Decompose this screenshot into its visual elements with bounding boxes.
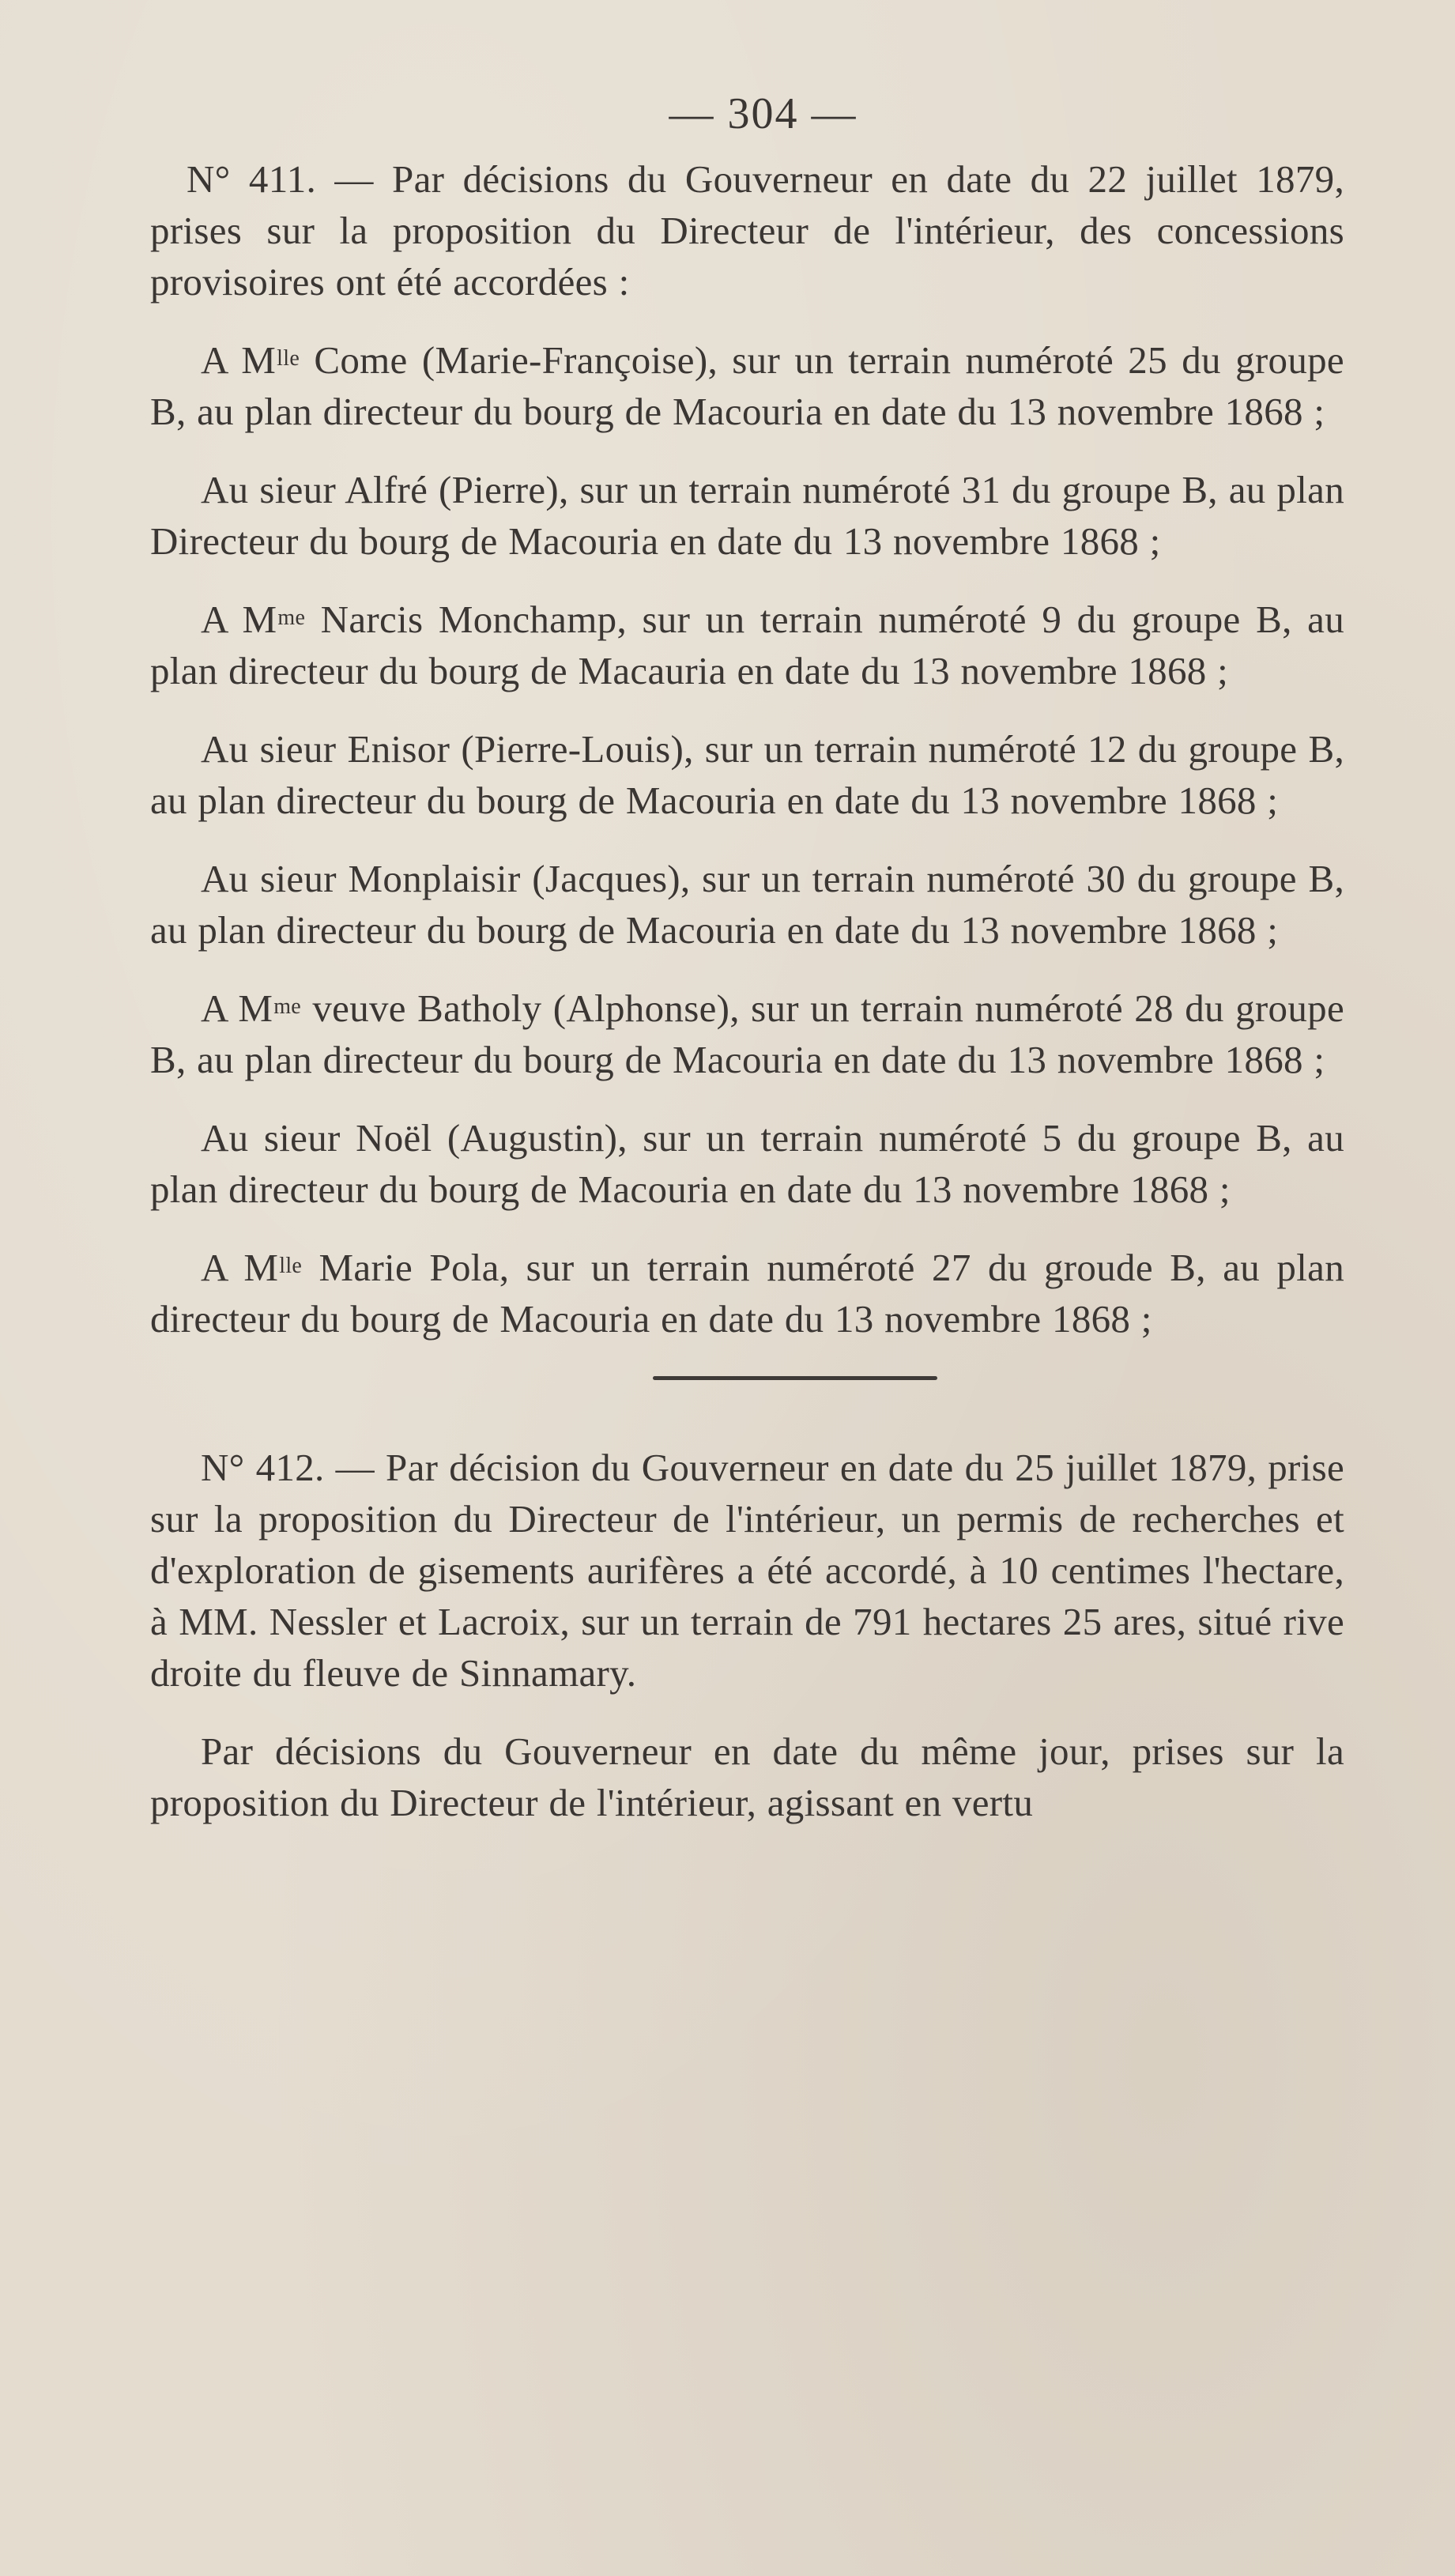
entry-text: Come (Marie-Françoise), sur un terrain numéroté 25 du groupe B, au plan directeur du bourg de Macouria en date du 13 novembre 1868 ; — [150, 338, 1344, 433]
entry-text: Narcis Monchamp, sur un terrain numéroté 9 du groupe B, au plan directeur du bourg de Macauria en date du 13 novembre 1868 ; — [150, 598, 1344, 692]
title-superscript: me — [273, 994, 302, 1019]
entry-prefix: A M — [201, 598, 277, 641]
concession-entry — [150, 723, 1344, 826]
title-superscript: lle — [279, 1254, 303, 1278]
concession-entry — [150, 334, 1344, 437]
page-number-header: — 304 — — [669, 89, 858, 138]
entry-text: Au sieur Monplaisir (Jacques), sur un terrain numéroté 30 du groupe B, au plan directeur du bourg de Macouria en date du 13 novembre 1868 ; — [150, 857, 1344, 952]
entry-prefix: A M — [201, 986, 273, 1030]
title-superscript: me — [277, 605, 306, 630]
entry-text: veuve Batholy (Alphonse), sur un terrain numéroté 28 du groupe B, au plan directeur du bourg de Macouria en date du 13 novembre 1868 ; — [150, 986, 1344, 1081]
concession-entry — [150, 1112, 1344, 1215]
concession-entry — [150, 594, 1344, 696]
decision-412-continuation: Par décisions du Gouverneur en date du même jour, prises sur la proposition du Directeur de l'intérieur, agissant en vertu — [150, 1729, 1344, 1824]
entry-text: Au sieur Alfré (Pierre), sur un terrain numéroté 31 du groupe B, au plan Directeur du bourg de Macouria en date du 13 novembre 1868 ; — [150, 468, 1344, 563]
concession-entry — [150, 464, 1344, 567]
entry-prefix: A M — [201, 338, 277, 382]
entry-text: Au sieur Enisor (Pierre-Louis), sur un terrain numéroté 12 du groupe B, au plan directeur du bourg de Macouria en date du 13 novembre 1868 ; — [150, 727, 1344, 822]
title-superscript: lle — [277, 346, 300, 371]
concession-entry — [150, 983, 1344, 1085]
decision-412-intro: N° 412. — Par décision du Gouverneur en date du 25 juillet 1879, prise sur la proposition du Directeur de l'intérieur, un permis de recherches et d'exploration de gisements aurifères a été accordé, à 10 centimes l'hectare, à MM. Nessler et Lacroix, sur un terrain de 791 hectares 25 ares, situé rive droite du fleuve de Sinnamary. — [150, 1446, 1344, 1695]
entry-text: Marie Pola, sur un terrain numéroté 27 du groude B, au plan directeur du bourg de Macouria en date du 13 novembre 1868 ; — [150, 1246, 1344, 1341]
entry-text: Au sieur Noël (Augustin), sur un terrain numéroté 5 du groupe B, au plan directeur du bourg de Macouria en date du 13 novembre 1868 ; — [150, 1116, 1344, 1211]
concession-entry — [150, 1242, 1344, 1345]
section-separator-rule — [653, 1376, 937, 1380]
concession-entry — [150, 853, 1344, 956]
entry-prefix: A M — [201, 1246, 279, 1289]
decision-411-intro: N° 411. — Par décisions du Gouverneur en date du 22 juillet 1879, prises sur la proposition du Directeur de l'intérieur, des concessions provisoires ont été accordées : — [150, 157, 1344, 304]
